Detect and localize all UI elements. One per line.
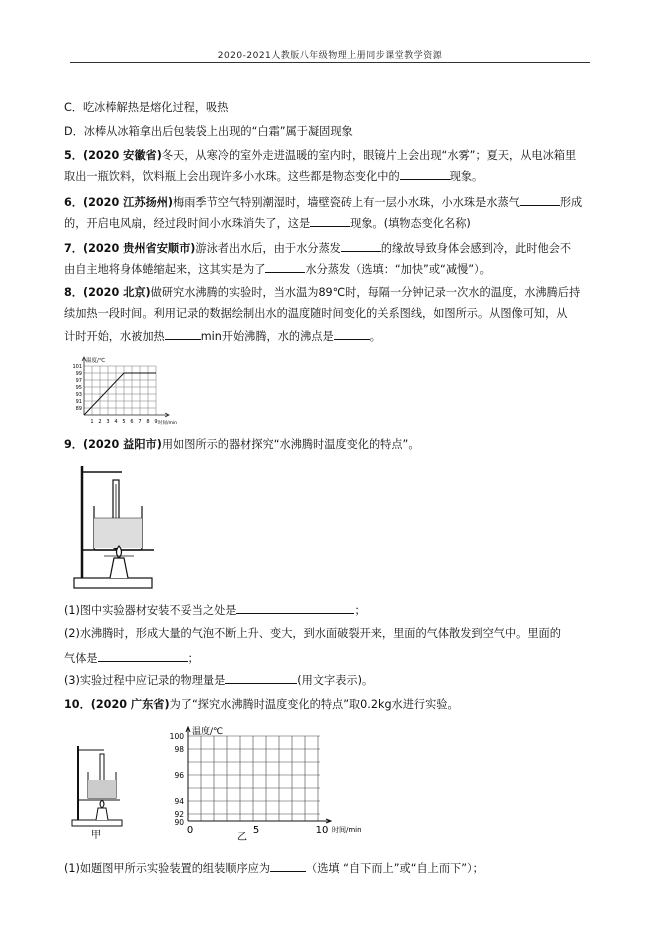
q8-xtick: 9 xyxy=(154,419,158,425)
q6-blank-1[interactable] xyxy=(520,194,560,206)
q9-blank-2[interactable] xyxy=(98,650,188,662)
q10-temperature-grid xyxy=(156,724,396,842)
header-divider xyxy=(70,62,590,63)
q10-apparatus-figure xyxy=(68,740,128,840)
q10-ytick: 90 xyxy=(174,818,184,827)
q5-line-1 xyxy=(64,148,594,163)
q5-source: (2020 安徽省) xyxy=(82,149,162,162)
q8-text-3: 计时开始，水被加热 xyxy=(64,330,165,343)
q7-line-1 xyxy=(64,240,594,256)
q8-blank-2[interactable] xyxy=(334,328,370,340)
q9-part-2b xyxy=(64,650,594,666)
q8-text-5: 。 xyxy=(369,330,381,343)
q6-text-3: 的，开启电风扇，经过段时间小水珠消失了，这是 xyxy=(64,217,311,230)
q8-ytick: 95 xyxy=(75,385,82,391)
q9-part-1-end: ； xyxy=(354,604,366,617)
q10-xtick: 10 xyxy=(315,825,329,836)
q9-blank-1[interactable] xyxy=(236,602,354,614)
q8-xtick: 5 xyxy=(122,419,126,425)
q8-line-3 xyxy=(64,328,594,344)
q8-xtick: 2 xyxy=(98,419,102,425)
q8-ytick: 101 xyxy=(72,364,82,370)
q7-number: 7． xyxy=(64,242,83,255)
q9-part-2b-text: 气体是 xyxy=(64,652,98,665)
q10-stand-base xyxy=(72,820,122,826)
q7-blank-1[interactable] xyxy=(341,240,381,252)
q5-number: 5． xyxy=(64,149,83,162)
option-c: C．吃冰棒解热是熔化过程，吸热 xyxy=(64,101,229,114)
q10-xtick: 5 xyxy=(252,825,260,836)
q10-part-1 xyxy=(64,860,594,876)
q5-text-2: 取出一瓶饮料，饮料瓶上会出现许多小水珠。这些都是物态变化中的 xyxy=(64,170,400,183)
q9-number: 9． xyxy=(64,438,83,451)
q8-xtick: 7 xyxy=(138,419,142,425)
q9-source: (2020 益阳市) xyxy=(82,438,162,451)
q8-graph-yticks xyxy=(72,364,82,412)
q8-xtick: 4 xyxy=(114,419,118,425)
q9-part-2: (2)水沸腾时，形成大量的气泡不断上升、变大，到水面破裂开来，里面的气体散发到空气中。里面的 xyxy=(64,627,561,640)
q7-text-3: 由自主地将身体蜷缩起来，这其实是为了 xyxy=(64,263,266,276)
q7-blank-2[interactable] xyxy=(265,261,305,273)
q10-caption-jia: 甲 xyxy=(91,830,101,840)
q8-text-4: min开始沸腾，水的沸点是 xyxy=(200,330,334,343)
q10-ytick: 96 xyxy=(174,771,184,780)
q8-ytick: 89 xyxy=(75,406,82,412)
q10-source: (2020 广东省) xyxy=(90,698,170,711)
q8-graph-xlabel: 时间/min xyxy=(158,421,178,426)
q10-grid-xticks xyxy=(187,825,329,836)
q8-line-2: 续加热一段时间。利用记录的数据绘制出水的温度随时间变化的关系图线，如图所示。从图像可知，从 xyxy=(64,307,568,320)
q8-ytick: 91 xyxy=(75,399,82,405)
q9-line-1 xyxy=(64,437,594,452)
page-header: 2020-2021人教版八年级物理上册同步课堂教学资源 xyxy=(217,51,443,61)
q10-part-1-text: (1)如题图甲所示实验装置的组装顺序应为 xyxy=(64,862,271,875)
q6-text-1: 梅雨季节空气特别潮湿时，墙壁瓷砖上有一层小水珠，小水珠是水蒸气 xyxy=(173,196,520,209)
q10-blank-1[interactable] xyxy=(270,860,306,872)
q10-grid-ylabel: 温度/℃ xyxy=(192,727,224,737)
q9-alcohol-lamp xyxy=(110,558,128,578)
q10-alcohol-lamp xyxy=(96,808,108,820)
q5-text-1: 冬天，从寒冷的室外走进温暖的室内时，眼镜片上会出现“水雾”；夏天，从电冰箱里 xyxy=(161,149,577,162)
q8-graph-ylabel: 温度/℃ xyxy=(86,358,106,364)
q8-ytick: 93 xyxy=(75,392,82,398)
q9-blank-3[interactable] xyxy=(225,672,297,684)
q6-line-1 xyxy=(64,194,594,210)
q9-text-1: 用如图所示的器材探究“水沸腾时温度变化的特点”。 xyxy=(161,438,420,451)
q8-xtick: 1 xyxy=(90,419,94,425)
q6-text-4: 现象。(填物态变化名称) xyxy=(350,217,471,230)
q10-xtick: 0 xyxy=(186,825,194,836)
q9-part-1-text: (1)图中实验器材安装不妥当之处是 xyxy=(64,604,237,617)
q8-temperature-graph xyxy=(66,354,186,430)
q10-grid-yticks xyxy=(170,732,185,827)
q8-xtick: 3 xyxy=(106,419,110,425)
option-d: D．冰棒从冰箱拿出后包装袋上出现的“白霜”属于凝固现象 xyxy=(64,125,353,138)
q6-blank-2[interactable] xyxy=(310,215,350,227)
q9-part-2-end: ； xyxy=(187,652,199,665)
q5-blank[interactable] xyxy=(400,168,450,180)
q8-number: 8． xyxy=(64,286,83,299)
q7-text-2: 的缘故导致身体会感到冷，此时他会不 xyxy=(380,242,572,255)
q10-part-1-end: （选填 “自下而上”或“自上而下”）； xyxy=(306,862,484,875)
q5-text-3: 现象。 xyxy=(449,170,484,183)
q10-ytick: 92 xyxy=(174,810,184,819)
q8-source: (2020 北京) xyxy=(82,286,151,299)
q9-part-3-text: (3)实验过程中应记录的物理量是 xyxy=(64,674,226,687)
q8-xtick: 8 xyxy=(146,419,150,425)
q9-apparatus-figure xyxy=(70,458,160,592)
q8-ytick: 99 xyxy=(75,371,82,377)
q8-graph-xticks xyxy=(90,419,157,425)
q8-ytick: 97 xyxy=(75,378,82,384)
q8-xtick: 6 xyxy=(130,419,134,425)
q8-line-1 xyxy=(64,285,594,300)
q10-grid-lines xyxy=(188,736,320,821)
q7-text-4: 水分蒸发（选填：“加快”或“减慢”）。 xyxy=(305,263,491,276)
q10-ytick: 98 xyxy=(174,745,184,754)
q6-line-2 xyxy=(64,215,594,231)
q7-line-2 xyxy=(64,261,594,277)
q10-text-1: 为了“探究水沸腾时温度变化的特点”取0.2kg水进行实验。 xyxy=(169,698,459,711)
q9-part-3-end: (用文字表示)。 xyxy=(297,674,374,687)
q10-number: 10． xyxy=(64,698,91,711)
q6-source: (2020 江苏扬州) xyxy=(82,196,173,209)
q10-caption-yi: 乙 xyxy=(237,832,247,842)
q8-text-1: 做研究水沸腾的实验时，当水温为89℃时，每隔一分钟记录一次水的温度，水沸腾后持 xyxy=(150,286,581,299)
q9-part-3 xyxy=(64,672,594,688)
q8-blank-1[interactable] xyxy=(165,328,201,340)
q10-flame xyxy=(100,800,104,808)
q10-grid-xlabel: 时间/min xyxy=(332,826,362,834)
q10-ytick: 100 xyxy=(169,732,184,741)
q9-stand-base xyxy=(74,578,152,588)
q7-text-1: 游泳者出水后，由于水分蒸发 xyxy=(195,242,341,255)
q6-text-2: 形成 xyxy=(559,196,583,209)
q10-line-1 xyxy=(64,697,594,712)
q9-part-1 xyxy=(64,602,594,618)
q10-ytick: 94 xyxy=(174,797,184,806)
q9-water xyxy=(94,518,142,548)
q5-line-2 xyxy=(64,168,594,184)
q7-source: (2020 贵州省安顺市) xyxy=(82,242,196,255)
q6-number: 6． xyxy=(64,196,83,209)
